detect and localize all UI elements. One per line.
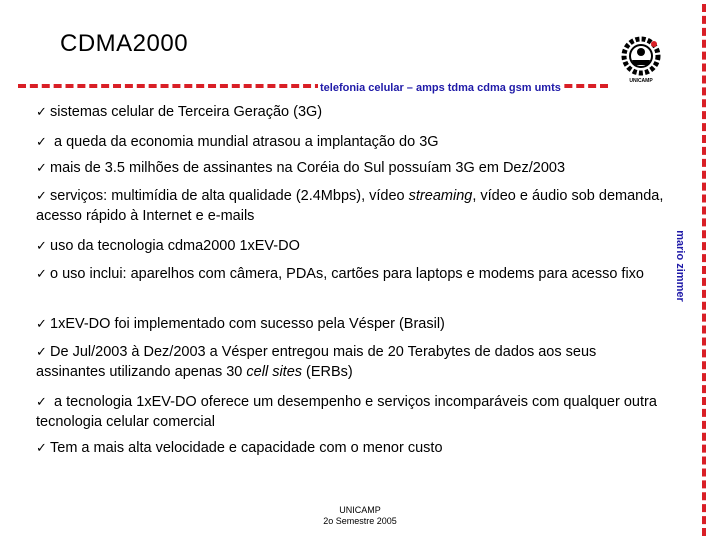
- slide-title: CDMA2000: [60, 30, 189, 57]
- bullet-text: 1xEV-DO foi implementado com sucesso pela Vésper (Brasil): [50, 316, 445, 332]
- bullet-text: sistemas celular de Terceira Geração (3G): [50, 104, 323, 120]
- checkmark-icon: ✓: [36, 316, 47, 331]
- bullet-item: [36, 392, 666, 432]
- checkmark-icon: ✓: [36, 440, 47, 455]
- bullet-text-italic: streaming: [408, 188, 473, 204]
- unicamp-logo-icon: [618, 34, 664, 90]
- checkmark-icon: ✓: [36, 104, 47, 119]
- bullet-item: [36, 158, 666, 178]
- checkmark-icon: ✓: [36, 266, 47, 281]
- author-label: mario zimmer: [674, 211, 686, 321]
- bullet-item: [36, 236, 666, 256]
- checkmark-icon: ✓: [36, 188, 47, 203]
- bullet-text: Tem a mais alta velocidade e capacidade com o menor custo: [50, 440, 443, 456]
- checkmark-icon: ✓: [36, 238, 47, 253]
- bullet-text: serviços: multimídia de alta qualidade (2.4Mbps), vídeo: [50, 188, 409, 204]
- bullet-text-italic: cell sites: [246, 364, 303, 380]
- bullet-text: a queda da economia mundial atrasou a implantação do 3G: [50, 134, 439, 150]
- bullet-text: uso da tecnologia cdma2000 1xEV-DO: [50, 238, 300, 254]
- bullet-text: De Jul/2003 à Dez/2003 a Vésper entregou mais de 20 Terabytes de dados aos seus assinantes utilizando apenas 30: [36, 344, 597, 380]
- checkmark-icon: ✓: [36, 134, 47, 149]
- footer: [300, 505, 420, 527]
- bullet-item: [36, 438, 666, 458]
- bullet-text: a tecnologia 1xEV-DO oferece um desempenho e serviços incomparáveis com qualquer outra tecnologia celular comercial: [36, 394, 657, 430]
- checkmark-icon: ✓: [36, 394, 47, 409]
- bullet-item: [36, 132, 666, 152]
- bullet-item: [36, 264, 666, 284]
- checkmark-icon: ✓: [36, 344, 47, 359]
- bullet-text: mais de 3.5 milhões de assinantes na Coréia do Sul possuíam 3G em Dez/2003: [50, 160, 566, 176]
- side-divider: [702, 4, 706, 536]
- bullet-item: [36, 186, 666, 226]
- bullet-text: o uso inclui: aparelhos com câmera, PDAs, cartões para laptops e modems para acesso fixo: [50, 266, 644, 282]
- bullet-item: [36, 342, 666, 382]
- slide-subtitle: telefonia celular – amps tdma cdma gsm umts: [320, 82, 561, 94]
- bullet-text: , vídeo e áudio sob demanda, acesso rápido à Internet e e-mails: [36, 188, 664, 224]
- unicamp-seal-graphic: [618, 34, 664, 78]
- checkmark-icon: ✓: [36, 160, 47, 175]
- footer-semester: 2o Semestre 2005: [323, 516, 397, 526]
- bullet-item: [36, 102, 666, 122]
- footer-institution: UNICAMP: [339, 505, 381, 515]
- logo-text: UNICAMP: [629, 78, 653, 84]
- bullet-text: (ERBs): [302, 364, 353, 380]
- bullet-item: [36, 314, 666, 334]
